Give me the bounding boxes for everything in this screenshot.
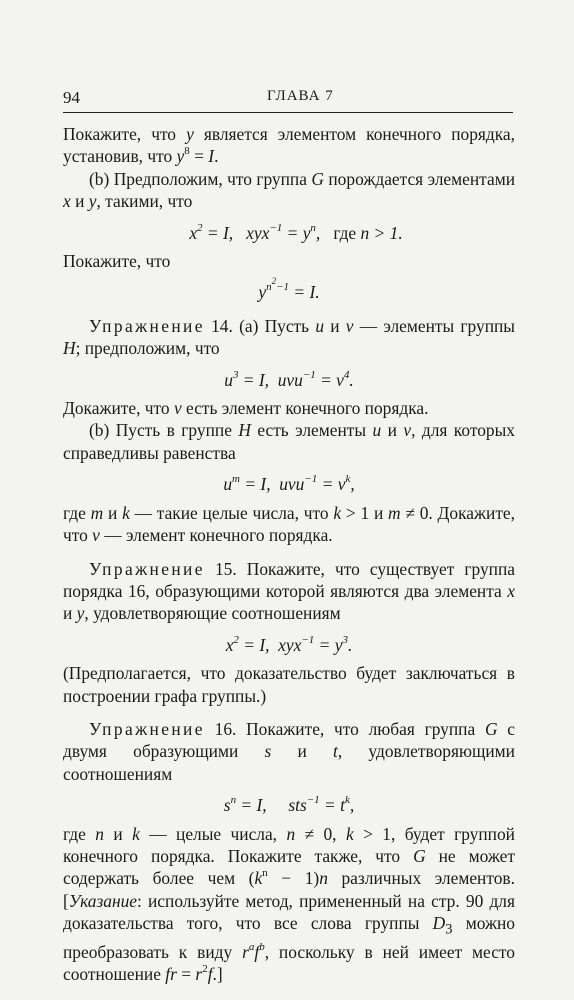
paragraph-9 xyxy=(63,662,515,707)
formula-2-text: $y^{n^2-1} = I$. xyxy=(258,276,320,303)
formula-2 xyxy=(63,276,515,303)
chapter-title: ГЛАВА 7 xyxy=(267,88,334,104)
formula-4 xyxy=(63,473,515,495)
formula-6-text: $s^n = I$, $sts^{-1} = t^k$, xyxy=(223,794,355,816)
paragraph-11-text: где n и k — целые числа, n ≠ 0, k > 1, будет группой конечного порядка. Покажите также, что G не может содержать более чем $(k^n - 1)n$ различных элементов. [Указание: используйте метод, примененный на стр. 90 для доказательства того, что все слова группы $D_3$ можно преобразовать к виду $r^af^b$, поскольку в ней имеет место соотношение fr = $r^2f$.] xyxy=(63,823,515,985)
paragraph-1-text: Покажите, что y является элементом конечного порядка, установив, что $y^8 = I$. xyxy=(63,124,515,167)
paragraph-6-text: (b) Пусть в группе H есть элементы u и v, для которых справедливы равенства xyxy=(63,420,515,463)
formula-5-text: $x^2 = I$, $xyx^{-1} = y^3$. xyxy=(225,633,353,655)
header-rule xyxy=(63,112,513,113)
paragraph-7 xyxy=(63,502,515,547)
formula-5 xyxy=(63,634,515,656)
paragraph-8 xyxy=(63,558,515,625)
page-header xyxy=(63,88,513,112)
paragraph-4-text: Упражнение 14. (a) Пусть u и v — элементы группы H; предположим, что xyxy=(63,315,515,359)
paragraph-3-text: Покажите, что xyxy=(63,251,171,272)
paragraph-2 xyxy=(63,168,515,213)
paragraph-11 xyxy=(63,823,515,986)
paragraph-10 xyxy=(63,718,515,785)
paragraph-5-text: Докажите, что v есть элемент конечного порядка. xyxy=(63,398,429,419)
paragraph-1 xyxy=(63,123,515,168)
paragraph-4 xyxy=(63,315,515,360)
formula-1-text: $x^2 = I$, $xyx^{-1} = y^n$, где n > 1. xyxy=(189,221,403,243)
formula-4-text: $u^m = I$, $uvu^{-1} = v^k$, xyxy=(223,473,355,495)
paragraph-9-text: (Предполагается, что доказательство будет заключаться в построении графа группы.) xyxy=(63,663,515,706)
formula-3-text: $u^3 = I$, $uvu^{-1} = v^4$. xyxy=(224,368,354,390)
paragraph-3 xyxy=(63,250,515,272)
formula-1 xyxy=(63,222,515,244)
paragraph-10-text: Упражнение 16. Покажите, что любая группа G с двумя образующими s и t, удовлетворяющими соотношениям xyxy=(63,718,515,784)
formula-3 xyxy=(63,369,515,391)
paragraph-5 xyxy=(63,397,515,419)
paragraph-2-text: (b) Предположим, что группа G порождается элементами x и y, такими, что xyxy=(63,168,516,212)
formula-6 xyxy=(63,794,515,816)
page-number: 94 xyxy=(63,88,80,107)
paragraph-8-text: Упражнение 15. Покажите, что существует группа порядка 16, образующими которой являются два элемента x и y, удовлетворяющие соотношениям xyxy=(63,558,515,624)
paragraph-7-text: где m и k — такие целые числа, что k > 1 и m ≠ 0. Докажите, что v — элемент конечного порядка. xyxy=(63,502,516,546)
page-text xyxy=(63,123,515,986)
paragraph-6 xyxy=(63,419,515,464)
